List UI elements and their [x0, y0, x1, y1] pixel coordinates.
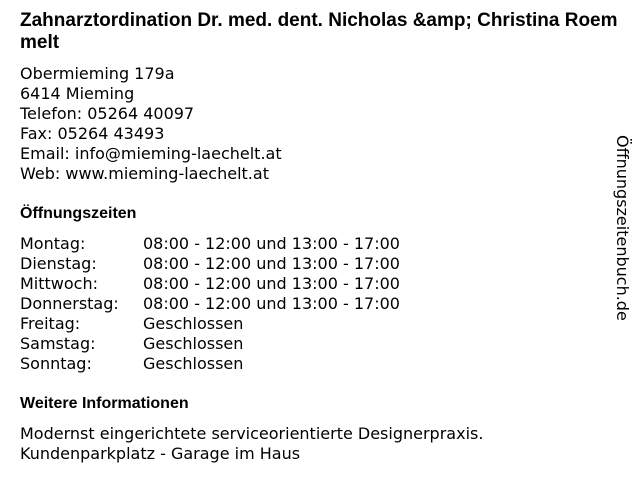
phone-number: Telefon: 05264 40097	[20, 104, 195, 123]
day-label: Dienstag:	[20, 254, 97, 273]
day-label: Mittwoch:	[20, 274, 98, 293]
info-parking: Kundenparkplatz - Garage im Haus	[20, 444, 301, 463]
day-label: Donnerstag:	[20, 294, 119, 313]
day-hours: Geschlossen	[143, 314, 244, 333]
opening-hours-heading: Öffnungszeiten	[20, 205, 137, 222]
table-row	[20, 254, 400, 274]
day-label: Sonntag:	[20, 354, 92, 373]
day-hours: 08:00 - 12:00 und 13:00 - 17:00	[143, 274, 400, 293]
contact-block	[20, 64, 282, 184]
day-label: Montag:	[20, 234, 86, 253]
page-title: Zahnarztordination Dr. med. dent. Nicholas &amp; Christina Roemmelt	[20, 10, 618, 53]
watermark-text: Öffnungszeitenbuch.de	[613, 135, 632, 321]
further-info-heading: Weitere Informationen	[20, 395, 189, 412]
website: Web: www.mieming-laechelt.at	[20, 164, 269, 183]
day-hours: 08:00 - 12:00 und 13:00 - 17:00	[143, 234, 400, 253]
day-hours: 08:00 - 12:00 und 13:00 - 17:00	[143, 294, 400, 313]
address-city: 6414 Mieming	[20, 84, 135, 103]
table-row	[20, 294, 400, 314]
day-hours: Geschlossen	[143, 334, 244, 353]
day-label: Samstag:	[20, 334, 96, 353]
table-row	[20, 234, 400, 254]
fax-number: Fax: 05264 43493	[20, 124, 165, 143]
table-row	[20, 354, 400, 374]
address-street: Obermieming 179a	[20, 64, 175, 83]
day-hours: 08:00 - 12:00 und 13:00 - 17:00	[143, 254, 400, 273]
day-hours: Geschlossen	[143, 354, 244, 373]
opening-hours-table	[20, 234, 400, 374]
table-row	[20, 274, 400, 294]
info-description: Modernst eingerichtete serviceorientierte Designerpraxis.	[20, 424, 484, 443]
table-row	[20, 334, 400, 354]
table-row	[20, 314, 400, 334]
email-address: Email: info@mieming-laechelt.at	[20, 144, 282, 163]
watermark-label	[612, 135, 632, 335]
day-label: Freitag:	[20, 314, 81, 333]
